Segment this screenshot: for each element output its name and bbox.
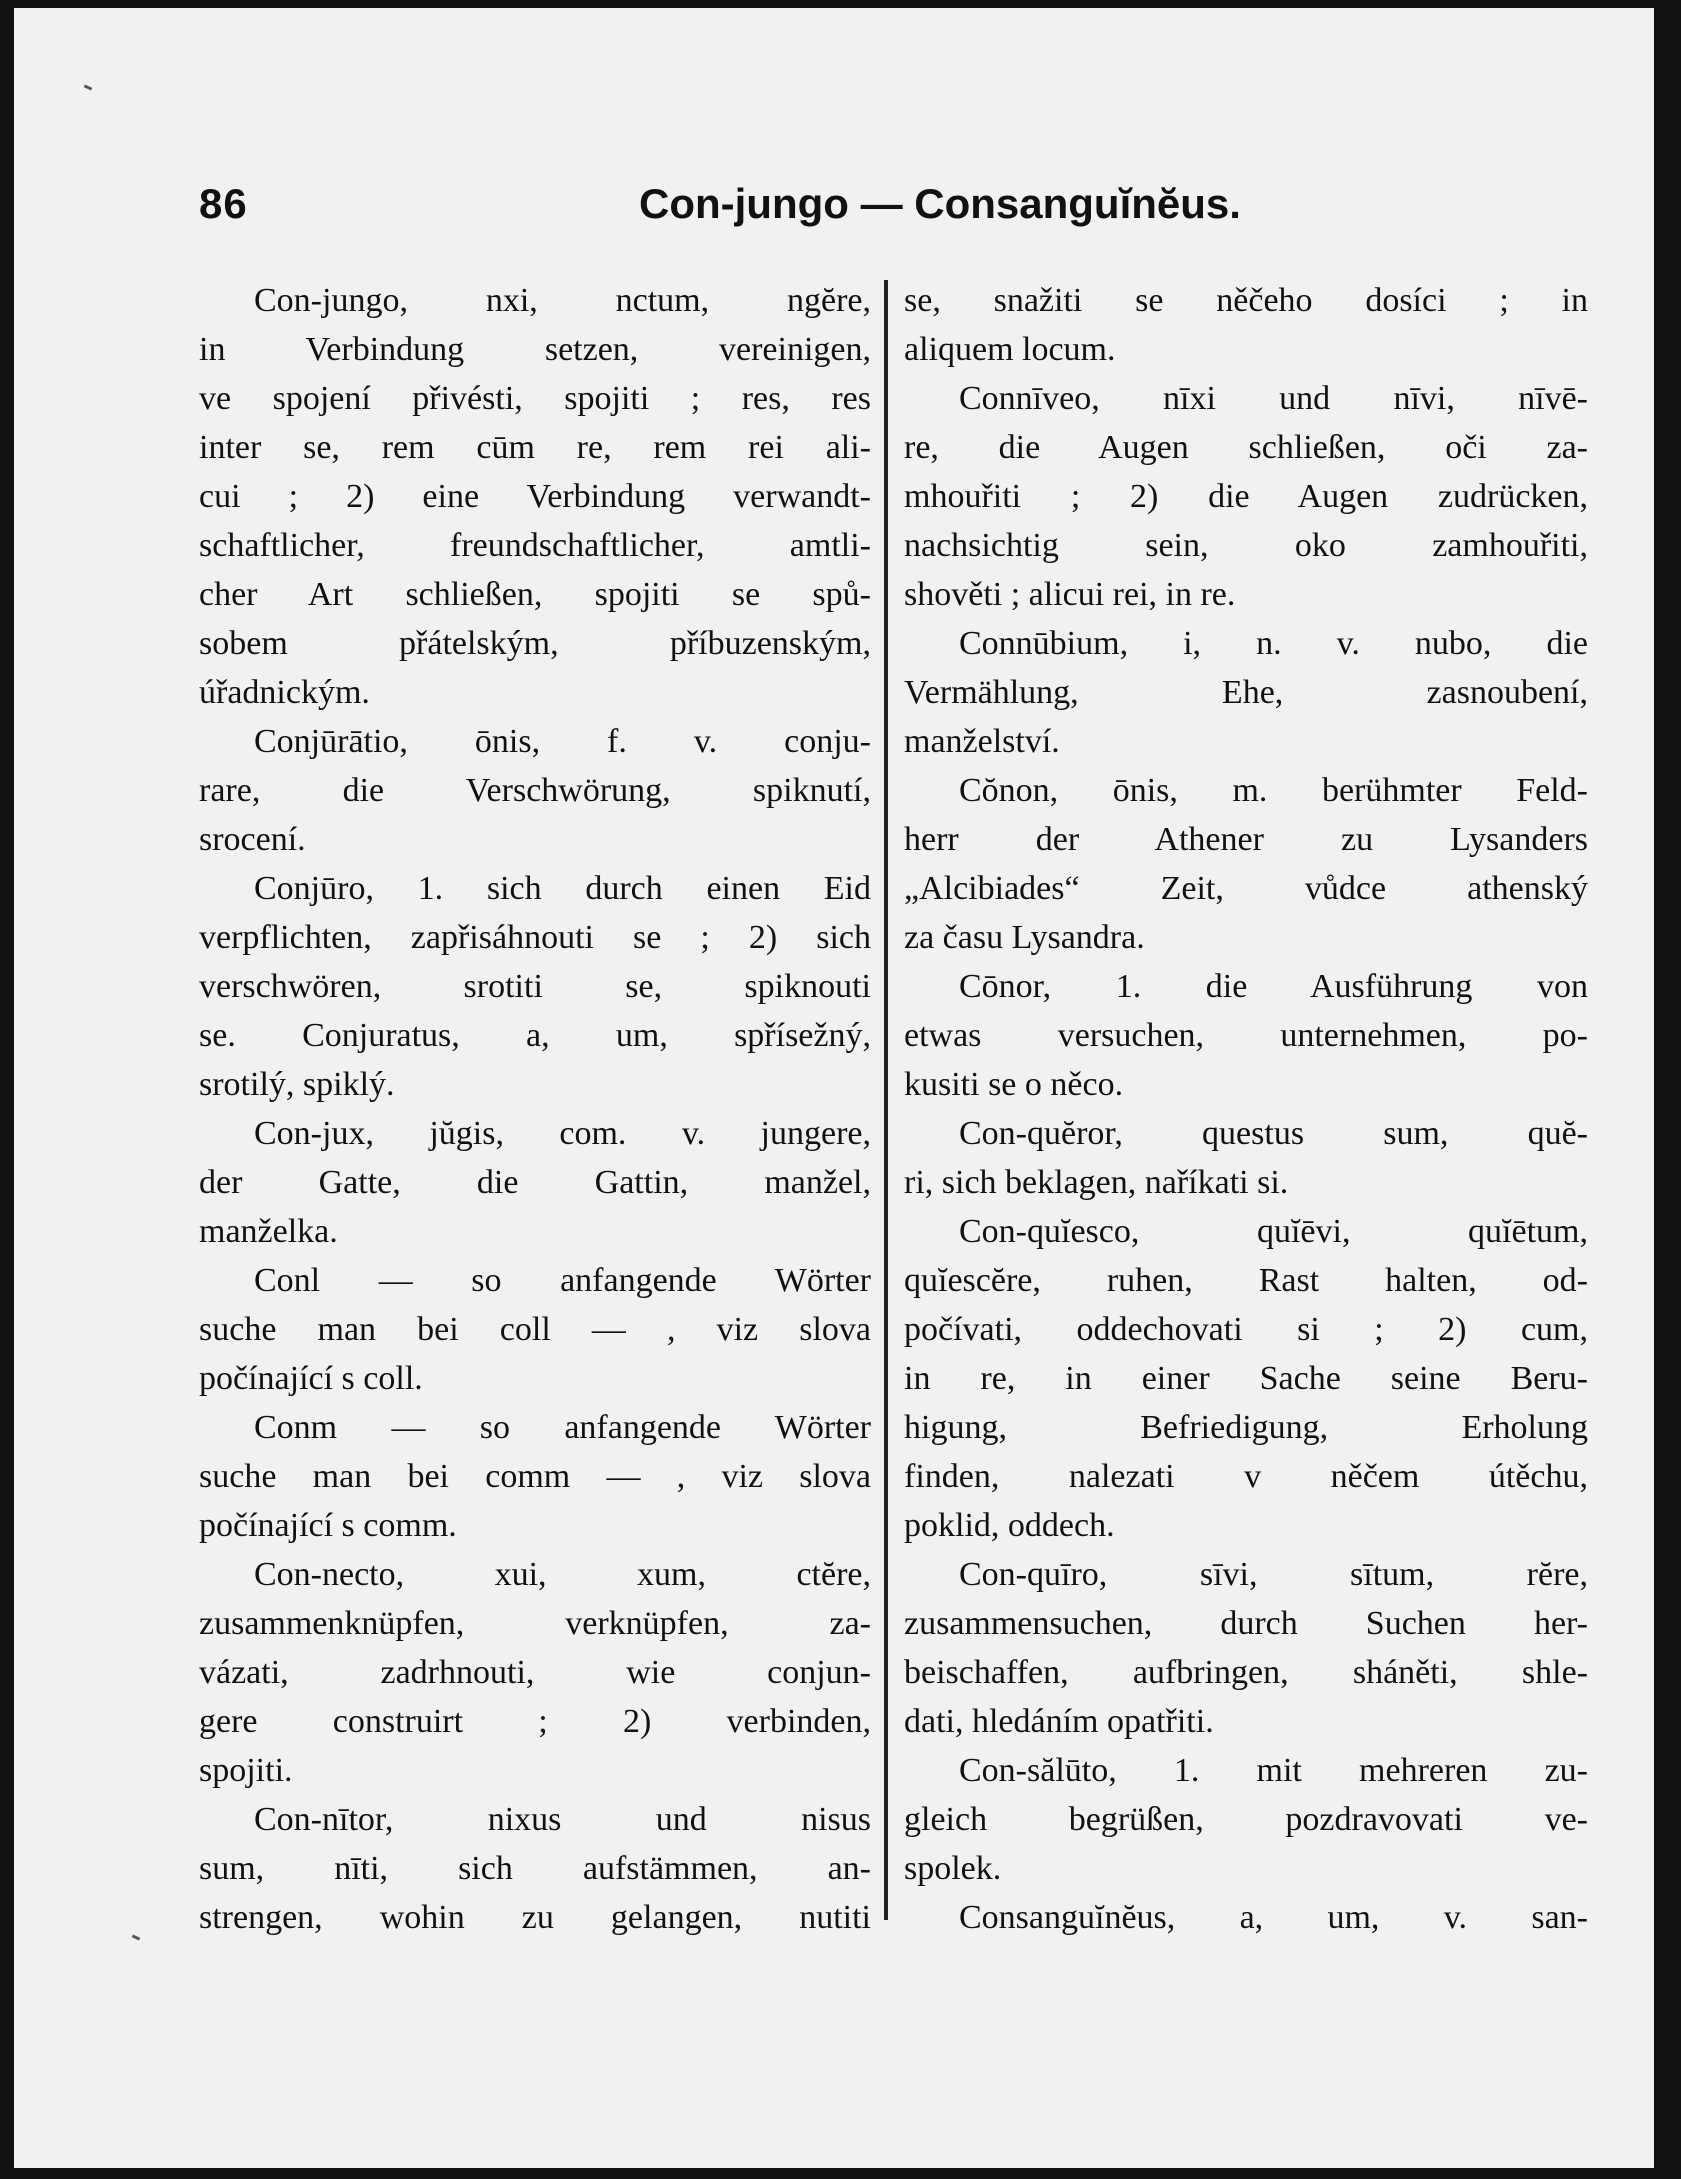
entry-line: sum, nīti, sich aufstämmen, an-	[199, 1850, 871, 1887]
entry-line: inter se, rem cūm re, rem rei ali-	[199, 429, 871, 466]
entry-line: beischaffen, aufbringen, sháněti, shle-	[904, 1654, 1588, 1691]
entry-line: se, snažiti se něčeho dosíci ; in	[904, 282, 1588, 319]
entry-line: etwas versuchen, unternehmen, po-	[904, 1017, 1588, 1054]
entry-line: Con-nītor, nixus und nisus	[254, 1801, 871, 1838]
entry-line: Vermählung, Ehe, zasnoubení,	[904, 674, 1588, 711]
entry-line: mhouřiti ; 2) die Augen zudrücken,	[904, 478, 1588, 515]
entry-line: Conm — so anfangende Wörter	[254, 1409, 871, 1446]
entry-line: za času Lysandra.	[904, 919, 1145, 956]
entry-line: Cōnor, 1. die Ausführung von	[959, 968, 1588, 1005]
dictionary-page	[14, 8, 1654, 2168]
entry-line: re, die Augen schließen, oči za-	[904, 429, 1588, 466]
page-header	[199, 180, 1239, 240]
entry-line: higung, Befriedigung, Erholung	[904, 1409, 1588, 1446]
left-column	[199, 276, 871, 1942]
entry-line: strengen, wohin zu gelangen, nutiti	[199, 1899, 871, 1936]
entry-line: Con-quĭesco, quĭēvi, quĭētum,	[959, 1213, 1588, 1250]
entry-line: zusammenknüpfen, verknüpfen, za-	[199, 1605, 871, 1642]
entry-line: Con-jungo, nxi, nctum, ngĕre,	[254, 282, 871, 319]
entry-line: spolek.	[904, 1850, 1002, 1887]
entry-line: zusammensuchen, durch Suchen her-	[904, 1605, 1588, 1642]
page-number: 86	[199, 180, 248, 227]
entry-line: Con-necto, xui, xum, ctĕre,	[254, 1556, 871, 1593]
entry-line: srotilý, spiklý.	[199, 1066, 395, 1103]
column-rule	[884, 280, 888, 1920]
scan-speck	[132, 1934, 141, 1940]
entry-line: der Gatte, die Gattin, manžel,	[199, 1164, 871, 1201]
entry-line: gere construirt ; 2) verbinden,	[199, 1703, 871, 1740]
entry-line: Conjūrātio, ōnis, f. v. conju-	[254, 723, 871, 760]
entry-line: kusiti se o něco.	[904, 1066, 1124, 1103]
entry-line: úřadnickým.	[199, 674, 370, 711]
entry-line: srocení.	[199, 821, 306, 858]
entry-line: Connīveo, nīxi und nīvi, nīvē-	[959, 380, 1588, 417]
entry-line: nachsichtig sein, oko zamhouřiti,	[904, 527, 1588, 564]
entry-line: quĭescĕre, ruhen, Rast halten, od-	[904, 1262, 1588, 1299]
entry-line: verpflichten, zapřisáhnouti se ; 2) sich	[199, 919, 871, 956]
entry-line: Conl — so anfangende Wörter	[254, 1262, 871, 1299]
entry-line: finden, nalezati v něčem útěchu,	[904, 1458, 1588, 1495]
entry-line: gleich begrüßen, pozdravovati ve-	[904, 1801, 1588, 1838]
entry-line: in re, in einer Sache seine Beru-	[904, 1360, 1588, 1397]
entry-line: Con-sălūto, 1. mit mehreren zu-	[959, 1752, 1588, 1789]
scan-speck	[84, 84, 93, 90]
entry-line: počínající s comm.	[199, 1507, 457, 1544]
entry-line: ri, sich beklagen, naříkati si.	[904, 1164, 1289, 1201]
entry-line: in Verbindung setzen, vereinigen,	[199, 331, 871, 368]
entry-line: Con-quīro, sīvi, sītum, rĕre,	[959, 1556, 1588, 1593]
entry-line: Cŏnon, ōnis, m. berühmter Feld-	[959, 772, 1588, 809]
entry-line: počínající s coll.	[199, 1360, 423, 1397]
entry-line: poklid, oddech.	[904, 1507, 1115, 1544]
entry-line: se. Conjuratus, a, um, spřísežný,	[199, 1017, 871, 1054]
entry-line: manželství.	[904, 723, 1060, 760]
entry-line: „Alcibiades“ Zeit, vůdce athenský	[904, 870, 1588, 907]
entry-line: počívati, oddechovati si ; 2) cum,	[904, 1311, 1588, 1348]
entry-line: Con-jux, jŭgis, com. v. jungere,	[254, 1115, 871, 1152]
entry-line: herr der Athener zu Lysanders	[904, 821, 1588, 858]
entry-line: cui ; 2) eine Verbindung verwandt-	[199, 478, 871, 515]
entry-line: Con-quĕror, questus sum, quĕ-	[959, 1115, 1588, 1152]
entry-line: Conjūro, 1. sich durch einen Eid	[254, 870, 871, 907]
entry-line: vázati, zadrhnouti, wie conjun-	[199, 1654, 871, 1691]
right-column	[904, 276, 1588, 1942]
entry-line: Connūbium, i, n. v. nubo, die	[959, 625, 1588, 662]
entry-line: rare, die Verschwörung, spiknutí,	[199, 772, 871, 809]
entry-line: suche man bei comm — , viz slova	[199, 1458, 871, 1495]
entry-line: shověti ; alicui rei, in re.	[904, 576, 1236, 613]
entry-line: dati, hledáním opatřiti.	[904, 1703, 1214, 1740]
entry-line: suche man bei coll — , viz slova	[199, 1311, 871, 1348]
entry-line: manželka.	[199, 1213, 338, 1250]
running-title: Con-jungo — Consanguĭnĕus.	[639, 180, 1241, 227]
entry-line: verschwören, srotiti se, spiknouti	[199, 968, 871, 1005]
entry-line: schaftlicher, freundschaftlicher, amtli-	[199, 527, 871, 564]
entry-line: sobem přátelským, příbuzenským,	[199, 625, 871, 662]
entry-line: aliquem locum.	[904, 331, 1116, 368]
entry-line: Consanguĭnĕus, a, um, v. san-	[959, 1899, 1588, 1936]
entry-line: ve spojení přivésti, spojiti ; res, res	[199, 380, 871, 417]
entry-line: spojiti.	[199, 1752, 293, 1789]
entry-line: cher Art schließen, spojiti se spů-	[199, 576, 871, 613]
